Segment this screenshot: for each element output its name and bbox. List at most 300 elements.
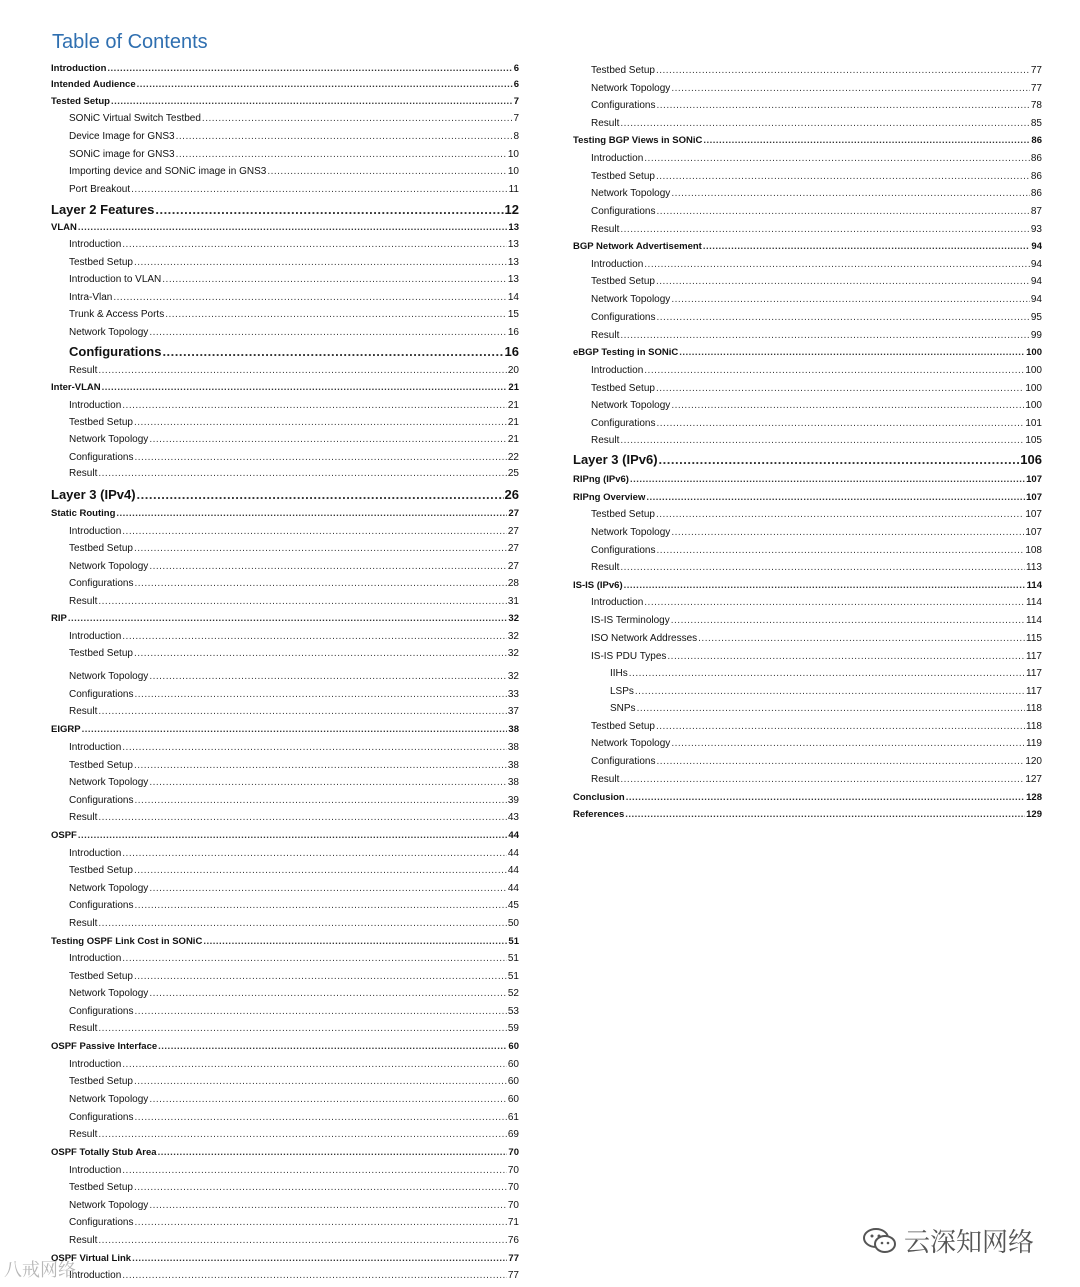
toc-entry[interactable] (51, 95, 519, 109)
toc-dot-leader (122, 1164, 507, 1178)
toc-entry-page: 28 (507, 578, 519, 589)
toc-dot-leader (149, 1199, 507, 1213)
toc-entry-label: Configurations (69, 578, 134, 589)
toc-entry[interactable] (573, 240, 1042, 254)
toc-entry[interactable] (51, 847, 519, 861)
toc-entry-page: 51 (507, 971, 519, 982)
toc-entry-label: eBGP Testing in SONiC (573, 347, 679, 358)
toc-entry[interactable] (51, 256, 519, 270)
toc-entry[interactable] (51, 723, 519, 737)
toc-entry-label: Network Topology (69, 561, 149, 572)
toc-entry[interactable] (51, 1005, 519, 1019)
toc-entry-page: 60 (507, 1059, 519, 1070)
toc-entry-page: 77 (508, 1253, 519, 1264)
toc-entry-label: Testbed Setup (69, 1076, 133, 1087)
toc-entry[interactable] (573, 399, 1042, 413)
toc-entry[interactable] (51, 630, 519, 644)
toc-entry-label: Result (69, 918, 98, 929)
toc-entry-page: 16 (504, 344, 519, 359)
toc-entry[interactable] (51, 776, 519, 790)
toc-entry[interactable] (573, 329, 1042, 343)
toc-entry[interactable] (573, 579, 1042, 593)
toc-entry[interactable] (573, 561, 1042, 575)
toc-entry-label: Introduction (69, 953, 122, 964)
toc-entry-page: 27 (508, 508, 519, 519)
toc-entry-label: Result (591, 562, 620, 573)
toc-entry-page: 43 (507, 812, 519, 823)
toc-entry-label: Tested Setup (51, 96, 110, 107)
toc-entry-page: 7 (513, 96, 519, 107)
toc-entry[interactable] (51, 1040, 519, 1054)
toc-entry-page: 44 (507, 865, 519, 876)
toc-dot-leader (176, 148, 507, 162)
toc-entry[interactable] (573, 82, 1042, 96)
toc-dot-leader (671, 737, 1025, 751)
toc-entry[interactable] (573, 258, 1042, 272)
toc-entry[interactable] (573, 293, 1042, 307)
toc-dot-leader (122, 847, 507, 861)
toc-entry-page: 70 (508, 1147, 519, 1158)
toc-entry-label: Conclusion (573, 792, 625, 803)
toc-dot-leader (98, 1128, 507, 1142)
toc-dot-leader (671, 293, 1030, 307)
toc-entry[interactable] (573, 170, 1042, 184)
toc-entry-page: 100 (1026, 347, 1042, 358)
toc-entry-page: 71 (507, 1217, 519, 1228)
toc-entry-page: 87 (1030, 206, 1042, 217)
toc-dot-leader (134, 899, 506, 913)
toc-entry[interactable] (51, 273, 519, 287)
toc-entry-page: 114 (1026, 597, 1042, 608)
toc-entry[interactable] (573, 364, 1042, 378)
toc-entry-page: 86 (1030, 153, 1042, 164)
toc-entry[interactable] (51, 221, 519, 235)
toc-entry-page: 10 (507, 166, 519, 177)
toc-entry[interactable] (51, 1128, 519, 1142)
toc-dot-leader (107, 62, 512, 76)
toc-entry[interactable] (573, 382, 1042, 396)
toc-entry[interactable] (51, 364, 519, 378)
toc-entry[interactable] (51, 1058, 519, 1072)
toc-entry[interactable] (51, 595, 519, 609)
toc-dot-leader (644, 152, 1030, 166)
toc-entry-page: 78 (1030, 100, 1042, 111)
toc-entry[interactable] (51, 1146, 519, 1160)
toc-entry-page: 115 (1026, 633, 1042, 644)
toc-entry-label: Network Topology (591, 83, 671, 94)
toc-dot-leader (203, 935, 507, 949)
toc-entry-label: Configurations (591, 545, 656, 556)
toc-entry[interactable] (51, 62, 519, 76)
toc-entry[interactable] (573, 473, 1042, 487)
toc-dot-leader (656, 99, 1029, 113)
toc-entry-label: Configurations (69, 1006, 134, 1017)
toc-entry-page: 13 (507, 274, 519, 285)
toc-entry-label: BGP Network Advertisement (573, 241, 702, 252)
toc-entry-label: OSPF (51, 830, 77, 841)
toc-entry[interactable] (573, 755, 1042, 769)
toc-entry[interactable] (573, 791, 1042, 805)
toc-entry-label: Introduction (69, 239, 122, 250)
toc-entry-label: Network Topology (69, 988, 149, 999)
toc-entry-page: 120 (1025, 756, 1042, 767)
toc-entry-page: 70 (507, 1165, 519, 1176)
toc-entry[interactable] (573, 223, 1042, 237)
toc-dot-leader (134, 647, 507, 661)
toc-entry[interactable] (51, 467, 519, 481)
toc-entry[interactable] (573, 434, 1042, 448)
toc-entry[interactable] (573, 667, 1042, 681)
toc-entry[interactable] (573, 808, 1042, 822)
toc-entry-page: 51 (507, 953, 519, 964)
toc-entry-page: 38 (508, 724, 519, 735)
toc-dot-leader (703, 240, 1031, 254)
toc-dot-leader (656, 64, 1030, 78)
toc-entry-label: Introduction (69, 1165, 122, 1176)
toc-dot-leader (620, 117, 1030, 131)
toc-entry[interactable] (573, 417, 1042, 431)
toc-entry-label: Testbed Setup (591, 65, 655, 76)
toc-entry[interactable] (51, 829, 519, 843)
toc-entry-page: 77 (1030, 83, 1042, 94)
toc-entry-page: 27 (507, 526, 519, 537)
toc-entry-label: Testbed Setup (591, 509, 655, 520)
toc-dot-leader (149, 560, 507, 574)
toc-dot-leader (656, 508, 1024, 522)
toc-dot-leader (134, 542, 507, 556)
toc-entry-label: Testbed Setup (69, 1182, 133, 1193)
toc-entry[interactable] (51, 987, 519, 1001)
toc-entry-page: 32 (508, 613, 519, 624)
toc-entry[interactable] (573, 346, 1042, 360)
toc-entry[interactable] (51, 507, 519, 521)
toc-entry[interactable] (51, 970, 519, 984)
toc-entry[interactable] (51, 917, 519, 931)
toc-entry-page: 114 (1026, 615, 1042, 626)
toc-entry-label: Introduction (69, 631, 122, 642)
toc-dot-leader (620, 329, 1030, 343)
watermark-right (862, 1222, 1034, 1259)
toc-dot-leader (132, 1252, 507, 1266)
toc-entry-page: 86 (1030, 171, 1042, 182)
toc-entry-page: 13 (507, 239, 519, 250)
toc-entry[interactable] (51, 864, 519, 878)
toc-entry-page: 93 (1030, 224, 1042, 235)
toc-entry[interactable] (51, 525, 519, 539)
toc-entry[interactable] (51, 291, 519, 305)
toc-entry[interactable] (51, 433, 519, 447)
toc-entry[interactable] (51, 1111, 519, 1125)
toc-entry-label: Testbed Setup (591, 276, 655, 287)
toc-entry-label: Network Topology (69, 777, 149, 788)
toc-dot-leader (98, 705, 507, 719)
toc-entry-page: 119 (1026, 738, 1042, 749)
toc-entry-label: Result (591, 330, 620, 341)
toc-entry-page: 59 (507, 1023, 519, 1034)
toc-entry[interactable] (51, 1252, 519, 1266)
toc-entry-label: Network Topology (69, 671, 149, 682)
toc-entry-page: 106 (1020, 452, 1042, 467)
toc-entry[interactable] (51, 1093, 519, 1107)
toc-entry-page: 32 (507, 631, 519, 642)
toc-entry[interactable] (573, 526, 1042, 540)
toc-entry[interactable] (51, 741, 519, 755)
toc-entry[interactable] (51, 560, 519, 574)
toc-dot-leader (656, 170, 1030, 184)
toc-entry-label: Introduction (69, 742, 122, 753)
toc-entry[interactable] (51, 705, 519, 719)
toc-entry-page: 107 (1026, 492, 1042, 503)
toc-dot-leader (134, 794, 506, 808)
toc-entry-label: Result (591, 224, 620, 235)
toc-dot-leader (137, 78, 513, 92)
toc-dot-leader (176, 130, 513, 144)
toc-entry-label: Introduction to VLAN (69, 274, 162, 285)
toc-entry-label: Testbed Setup (591, 383, 655, 394)
toc-entry[interactable] (51, 112, 519, 126)
toc-entry-page: 32 (507, 671, 519, 682)
toc-entry[interactable] (51, 688, 519, 702)
toc-dot-leader (82, 723, 508, 737)
toc-dot-leader (620, 773, 1024, 787)
toc-entry[interactable] (51, 343, 519, 361)
toc-entry[interactable] (51, 451, 519, 465)
toc-entry[interactable] (573, 275, 1042, 289)
toc-entry[interactable] (573, 685, 1042, 699)
toc-entry[interactable] (51, 952, 519, 966)
toc-entry[interactable] (51, 399, 519, 413)
toc-entry-page: 77 (1030, 65, 1042, 76)
toc-entry-label: Network Topology (591, 294, 671, 305)
toc-entry[interactable] (51, 612, 519, 626)
toc-entry[interactable] (573, 544, 1042, 558)
toc-dot-leader (158, 1040, 507, 1054)
toc-dot-leader (679, 346, 1025, 360)
watermark-right-text: 云深知网络 (904, 1227, 1035, 1257)
toc-entry-page: 44 (508, 830, 519, 841)
toc-dot-leader (98, 917, 507, 931)
toc-entry-label: Testbed Setup (69, 865, 133, 876)
toc-entry-page: 85 (1030, 118, 1042, 129)
toc-entry-page: 77 (507, 1270, 519, 1281)
toc-entry[interactable] (51, 78, 519, 92)
toc-entry[interactable] (573, 632, 1042, 646)
toc-dot-leader (149, 776, 507, 790)
toc-entry[interactable] (51, 381, 519, 395)
toc-entry-label: Result (69, 1129, 98, 1140)
toc-entry-page: 27 (507, 543, 519, 554)
toc-dot-leader (635, 685, 1025, 699)
toc-entry-page: 44 (507, 883, 519, 894)
toc-entry[interactable] (51, 1199, 519, 1213)
toc-entry[interactable] (573, 491, 1042, 505)
toc-dot-leader (122, 630, 507, 644)
toc-entry[interactable] (51, 486, 519, 504)
toc-entry[interactable] (51, 811, 519, 825)
toc-entry[interactable] (51, 899, 519, 913)
toc-entry[interactable] (573, 99, 1042, 113)
toc-entry-page: 76 (507, 1235, 519, 1246)
toc-entry-label: IIHs (610, 668, 628, 679)
toc-entry-label: Introduction (591, 597, 644, 608)
toc-entry-label: Device Image for GNS3 (69, 131, 175, 142)
toc-entry-page: 117 (1026, 651, 1042, 662)
toc-entry-label: Configurations (591, 100, 656, 111)
toc-entry-page: 31 (507, 596, 519, 607)
toc-entry-page: 6 (513, 79, 519, 90)
toc-entry[interactable] (51, 1164, 519, 1178)
toc-entry[interactable] (573, 773, 1042, 787)
toc-entry-label: Introduction (69, 400, 122, 411)
toc-entry[interactable] (573, 650, 1042, 664)
toc-entry[interactable] (573, 187, 1042, 201)
toc-entry[interactable] (573, 720, 1042, 734)
toc-dot-leader (637, 702, 1025, 716)
toc-entry[interactable] (51, 165, 519, 179)
toc-entry[interactable] (573, 702, 1042, 716)
toc-entry[interactable] (51, 935, 519, 949)
toc-entry[interactable] (51, 647, 519, 661)
toc-entry-label: Trunk & Access Ports (69, 309, 165, 320)
toc-entry[interactable] (573, 117, 1042, 131)
toc-entry-label: Result (591, 435, 620, 446)
toc-dot-leader (131, 183, 507, 197)
toc-entry-label: Result (69, 1235, 98, 1246)
toc-dot-leader (134, 256, 507, 270)
toc-entry[interactable] (573, 614, 1042, 628)
toc-entry[interactable] (51, 1216, 519, 1230)
toc-entry[interactable] (573, 64, 1042, 78)
toc-dot-leader (134, 688, 506, 702)
toc-dot-leader (656, 382, 1024, 396)
toc-dot-leader (98, 811, 507, 825)
toc-entry-page: 61 (507, 1112, 519, 1123)
toc-entry[interactable] (51, 1269, 519, 1283)
toc-entry[interactable] (51, 577, 519, 591)
toc-entry-page: 94 (1030, 276, 1042, 287)
toc-entry-label: IS-IS PDU Types (591, 651, 667, 662)
toc-entry[interactable] (573, 508, 1042, 522)
toc-entry[interactable] (573, 152, 1042, 166)
toc-entry[interactable] (51, 1022, 519, 1036)
toc-entry-label: Configurations (69, 1112, 134, 1123)
toc-entry[interactable] (51, 542, 519, 556)
toc-dot-leader (134, 1181, 507, 1195)
toc-entry-label: Testbed Setup (69, 760, 133, 771)
toc-entry-page: 27 (507, 561, 519, 572)
toc-dot-leader (134, 416, 507, 430)
toc-entry[interactable] (51, 670, 519, 684)
toc-entry-label: Testbed Setup (69, 543, 133, 554)
toc-title: Table of Contents (52, 31, 208, 53)
toc-entry-label: RIPng Overview (573, 492, 646, 503)
toc-dot-leader (667, 650, 1025, 664)
toc-dot-leader (620, 561, 1025, 575)
toc-entry-label: Port Breakout (69, 184, 131, 195)
toc-entry[interactable] (51, 1234, 519, 1248)
toc-entry-page: 114 (1026, 580, 1042, 591)
toc-entry[interactable] (51, 1075, 519, 1089)
toc-dot-leader (122, 952, 507, 966)
toc-entry[interactable] (51, 326, 519, 340)
toc-entry[interactable] (51, 1181, 519, 1195)
toc-entry-page: 118 (1026, 703, 1042, 714)
toc-entry-page: 10 (507, 149, 519, 160)
toc-entry-label: Network Topology (69, 327, 149, 338)
toc-entry-label: Network Topology (591, 527, 671, 538)
toc-entry-label: Result (69, 468, 98, 479)
toc-dot-leader (698, 632, 1025, 646)
toc-entry-page: 107 (1025, 527, 1042, 538)
toc-entry-label: Layer 3 (IPv6) (573, 452, 658, 467)
toc-entry[interactable] (51, 130, 519, 144)
toc-dot-leader (149, 670, 507, 684)
toc-dot-leader (644, 364, 1024, 378)
toc-dot-leader (165, 308, 507, 322)
toc-entry-page: 14 (507, 292, 519, 303)
toc-entry[interactable] (573, 205, 1042, 219)
toc-entry[interactable] (573, 737, 1042, 751)
toc-entry-page: 16 (507, 327, 519, 338)
toc-entry-label: OSPF Totally Stub Area (51, 1147, 157, 1158)
toc-entry[interactable] (51, 308, 519, 322)
toc-entry[interactable] (51, 183, 519, 197)
toc-entry-page: 107 (1025, 509, 1042, 520)
toc-entry-label: Result (69, 365, 98, 376)
toc-entry-page: 100 (1025, 383, 1042, 394)
toc-entry[interactable] (573, 451, 1042, 469)
toc-entry[interactable] (51, 759, 519, 773)
toc-entry[interactable] (573, 134, 1042, 148)
toc-dot-leader (134, 1075, 507, 1089)
toc-dot-leader (134, 864, 507, 878)
toc-entry-label: VLAN (51, 222, 77, 233)
toc-dot-leader (149, 987, 507, 1001)
toc-entry[interactable] (51, 238, 519, 252)
toc-dot-leader (162, 343, 503, 361)
toc-entry-page: 108 (1025, 545, 1042, 556)
toc-entry-page: 113 (1026, 562, 1042, 573)
toc-entry-label: Introduction (69, 526, 122, 537)
toc-entry-page: 38 (507, 777, 519, 788)
toc-entry[interactable] (51, 882, 519, 896)
toc-entry-label: Layer 3 (IPv4) (51, 487, 136, 502)
toc-entry-page: 11 (508, 184, 519, 195)
toc-entry-page: 8 (513, 131, 519, 142)
toc-entry-label: Network Topology (69, 434, 149, 445)
toc-entry[interactable] (51, 416, 519, 430)
toc-entry-page: 94 (1030, 294, 1042, 305)
toc-entry[interactable] (573, 311, 1042, 325)
toc-dot-leader (626, 791, 1025, 805)
toc-entry-page: 94 (1030, 259, 1042, 270)
toc-entry-label: References (573, 809, 625, 820)
toc-entry[interactable] (573, 596, 1042, 610)
toc-entry-page: 118 (1026, 721, 1042, 732)
toc-entry-label: Network Topology (591, 400, 671, 411)
toc-dot-leader (122, 238, 507, 252)
toc-entry-page: 86 (1031, 135, 1042, 146)
toc-entry[interactable] (51, 794, 519, 808)
toc-entry[interactable] (51, 201, 519, 219)
toc-entry[interactable] (51, 148, 519, 162)
toc-dot-leader (671, 399, 1024, 413)
toc-dot-leader (98, 1234, 507, 1248)
toc-entry-page: 21 (507, 434, 519, 445)
toc-entry-label: Configurations (69, 452, 134, 463)
toc-entry-label: Configurations (69, 900, 134, 911)
toc-entry-label: Result (591, 118, 620, 129)
